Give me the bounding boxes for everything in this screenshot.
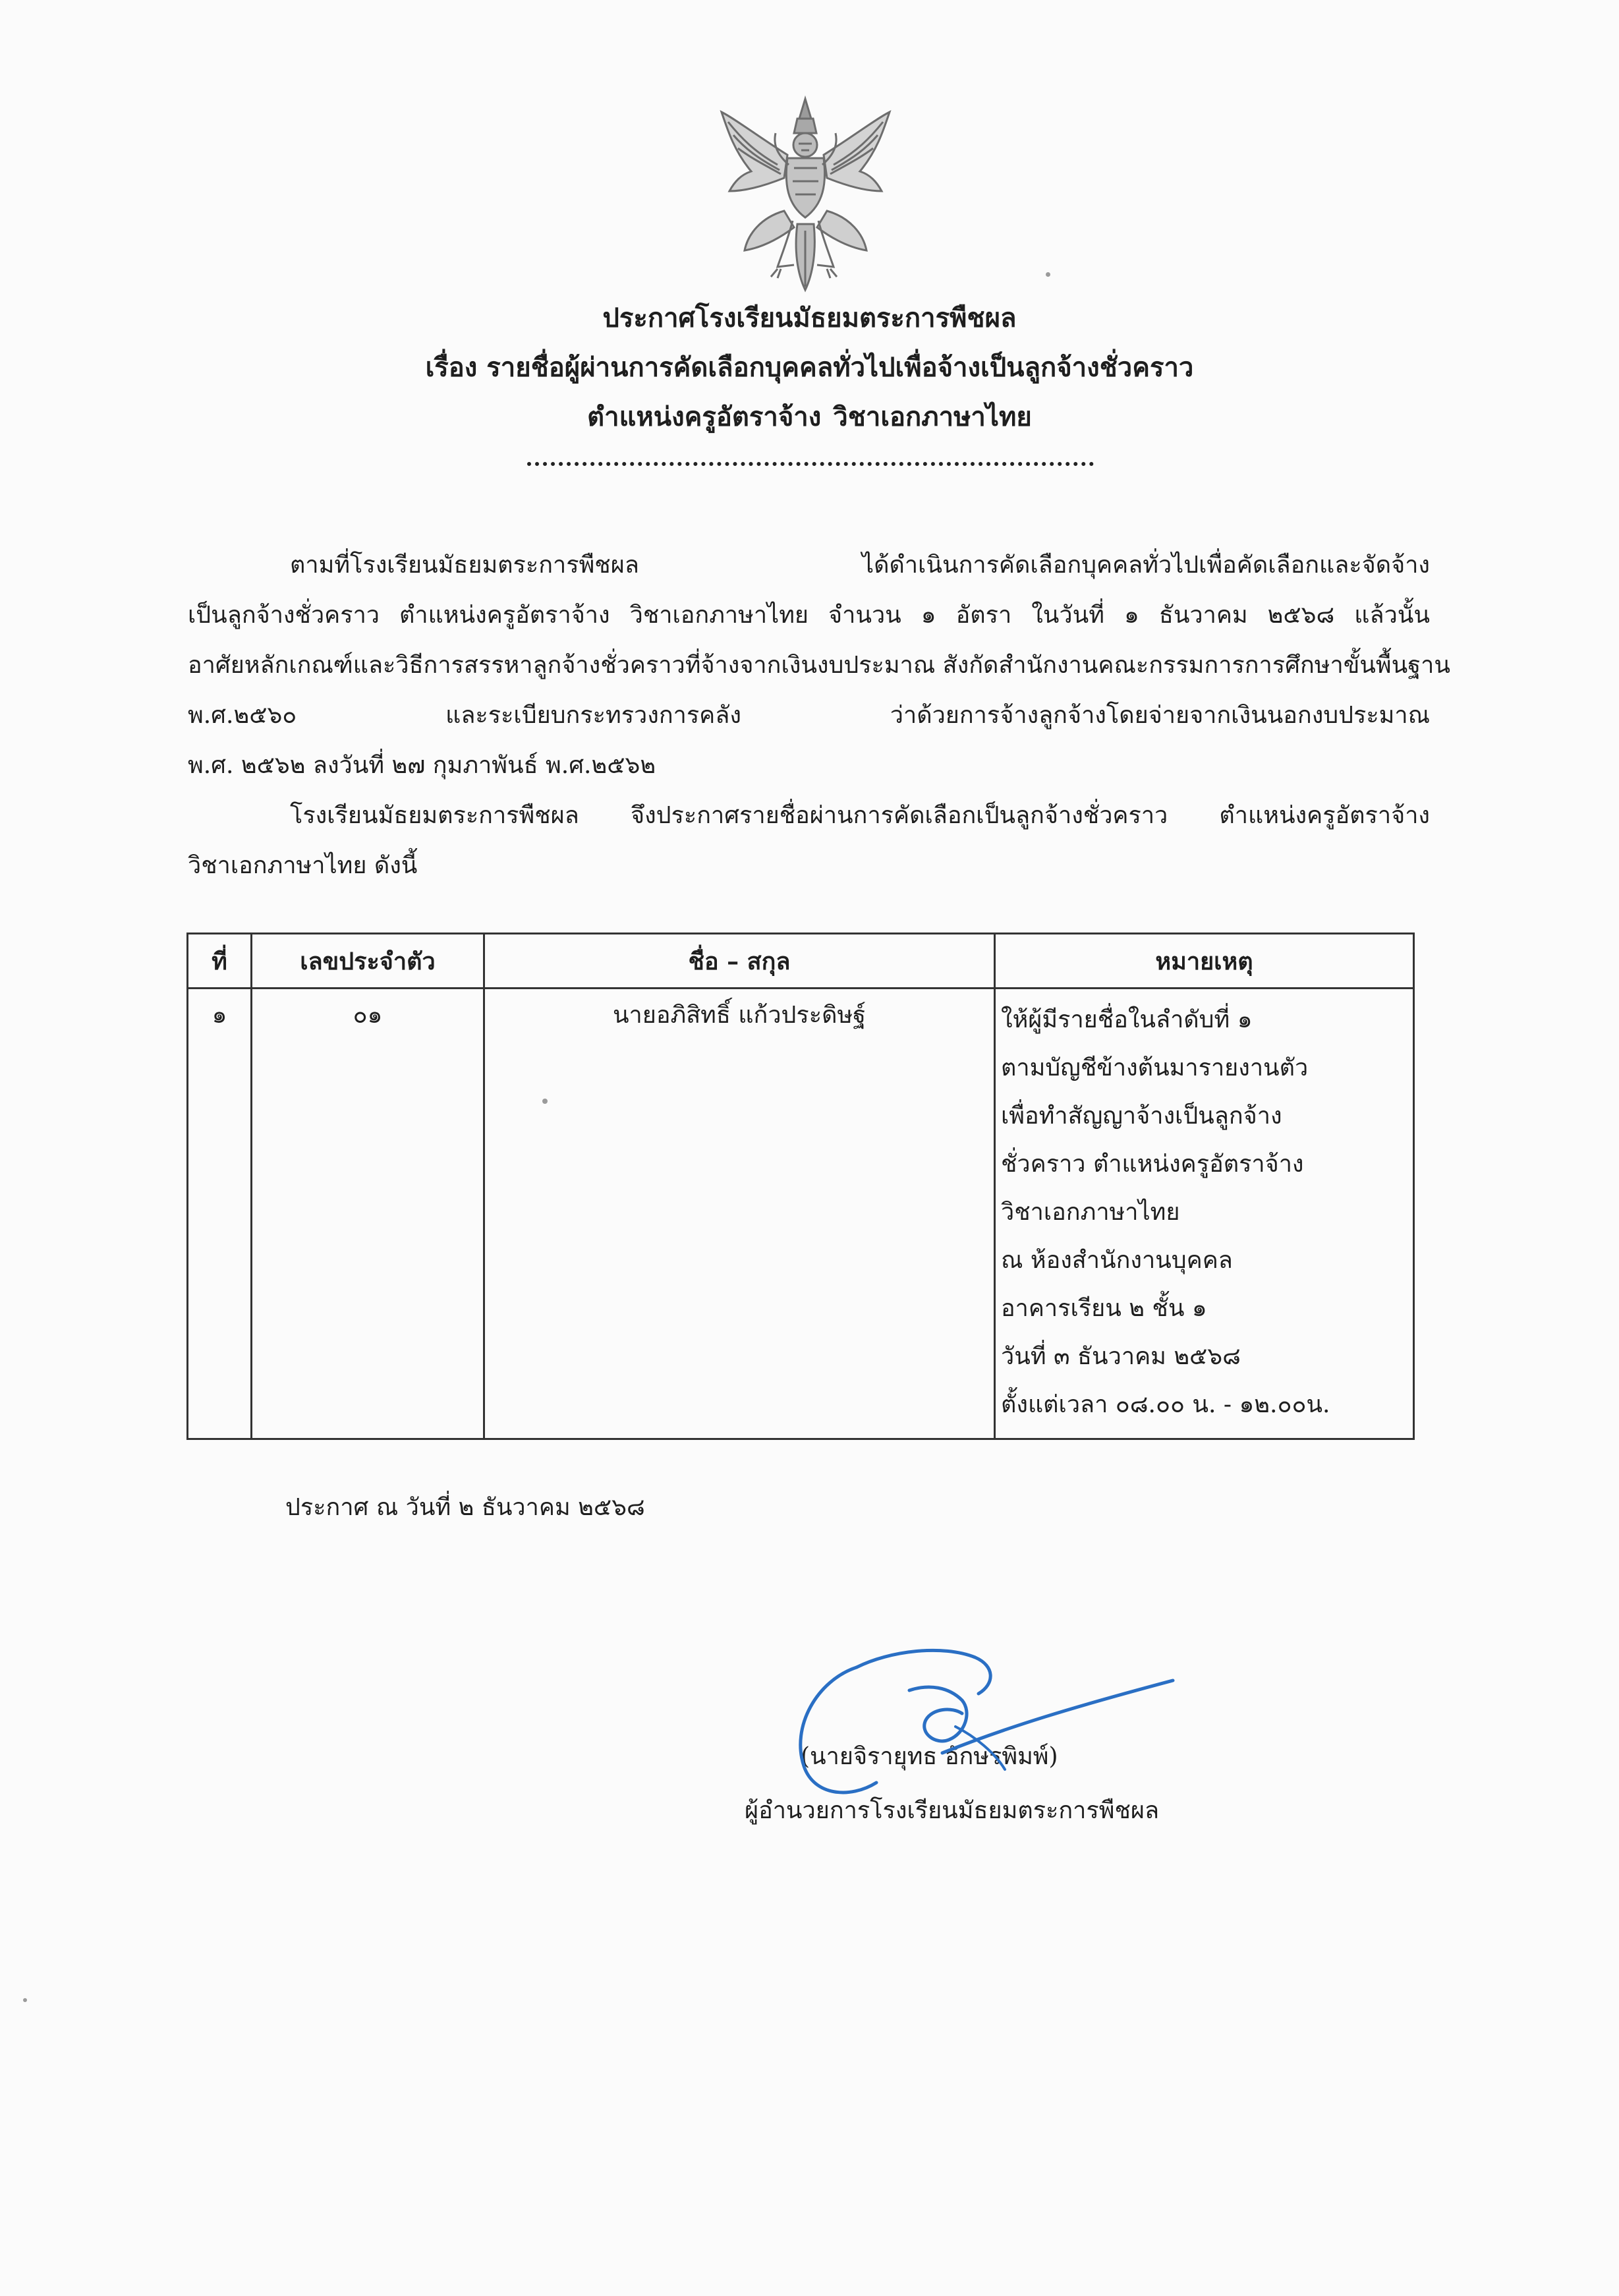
cell-name: นายอภิสิทธิ์ แก้วประดิษฐ์	[484, 989, 995, 1439]
signatory-title: ผู้อำนวยการโรงเรียนมัธยมตระการพืชผล	[745, 1797, 1160, 1824]
body-paragraph-1	[188, 540, 1450, 791]
cell-no: ๑	[188, 989, 252, 1439]
note-line: ณ ห้องสำนักงานบุคคล	[1001, 1247, 1233, 1274]
paragraph-line: โรงเรียนมัธยมตระการพืชผล จึงประกาศรายชื่อผ่านการคัดเลือกเป็นลูกจ้างชั่วคราว ตำแหน่งครูอัตราจ้าง	[290, 802, 1430, 829]
paragraph-line: พ.ศ. ๒๕๖๒ ลงวันที่ ๒๗ กุมภาพันธ์ พ.ศ.๒๕๖๒	[188, 752, 656, 779]
note-line: วันที่ ๓ ธันวาคม ๒๕๖๘	[1001, 1343, 1241, 1370]
garuda-emblem-icon	[715, 92, 896, 300]
note-line: ชั่วคราว ตำแหน่งครูอัตราจ้าง	[1001, 1151, 1304, 1178]
cell-id: ๐๑	[252, 989, 484, 1439]
announcement-subject: เรื่อง รายชื่อผู้ผ่านการคัดเลือกบุคคลทั่วไปเพื่อจ้างเป็นลูกจ้างชั่วคราว	[425, 352, 1194, 383]
column-header-no: ที่	[188, 934, 252, 989]
subject-major: วิชาเอกภาษาไทย	[833, 401, 1032, 432]
paragraph-line: วิชาเอกภาษาไทย ดังนี้	[188, 852, 418, 879]
note-line: ตามบัญชีข้างต้นมารายงานตัว	[1001, 1054, 1309, 1081]
body-paragraph-2	[188, 791, 1430, 891]
cell-note	[995, 989, 1414, 1439]
signatory-name: (นายจิรายุทธ อักษรพิมพ์)	[801, 1743, 1058, 1770]
handwritten-signature	[778, 1628, 1186, 1806]
column-header-name: ชื่อ – สกุล	[484, 934, 995, 989]
announcement-position	[0, 397, 1619, 437]
column-header-id: เลขประจำตัว	[252, 934, 484, 989]
note-line: เพื่อทำสัญญาจ้างเป็นลูกจ้าง	[1001, 1103, 1282, 1130]
paragraph-line: อาศัยหลักเกณฑ์และวิธีการสรรหาลูกจ้างชั่วคราวที่จ้างจากเงินงบประมาณ สังกัดสำนักงานคณะกรรมการการศึกษาขั้นพื้นฐาน	[188, 652, 1450, 679]
table-row	[188, 989, 1414, 1439]
announcement-date: ประกาศ ณ วันที่ ๒ ธันวาคม ๒๕๖๘	[285, 1494, 645, 1521]
note-line: ให้ผู้มีรายชื่อในลำดับที่ ๑	[1001, 1006, 1253, 1033]
table-header-row	[188, 934, 1414, 989]
paragraph-line: พ.ศ.๒๕๖๐ และระเบียบกระทรวงการคลัง ว่าด้วยการจ้างลูกจ้างโดยจ่ายจากเงินนอกงบประมาณ	[188, 702, 1430, 729]
scan-speck	[542, 1099, 548, 1104]
announcement-title: ประกาศโรงเรียนมัธยมตระการพืชผล	[602, 302, 1017, 333]
note-line: วิชาเอกภาษาไทย	[1001, 1199, 1180, 1226]
position-title: ตำแหน่งครูอัตราจ้าง	[587, 401, 822, 432]
note-line: อาคารเรียน ๒ ชั้น ๑	[1001, 1295, 1207, 1322]
column-header-note: หมายเหตุ	[995, 934, 1414, 989]
dotted-divider	[527, 462, 1094, 466]
scan-speck	[23, 1998, 27, 2002]
results-table	[186, 933, 1415, 1440]
note-line: ตั้งแต่เวลา ๐๘.๐๐ น. - ๑๒.๐๐น.	[1001, 1391, 1330, 1418]
paragraph-line: เป็นลูกจ้างชั่วคราว ตำแหน่งครูอัตราจ้าง วิชาเอกภาษาไทย จำนวน ๑ อัตรา ในวันที่ ๑ ธันวาคม ๒๕๖๘ แล้วนั้น	[188, 602, 1430, 629]
paragraph-line: ตามที่โรงเรียนมัธยมตระการพืชผล ได้ดำเนินการคัดเลือกบุคคลทั่วไปเพื่อคัดเลือกและจัดจ้าง	[290, 552, 1430, 579]
scan-speck	[1046, 272, 1050, 277]
